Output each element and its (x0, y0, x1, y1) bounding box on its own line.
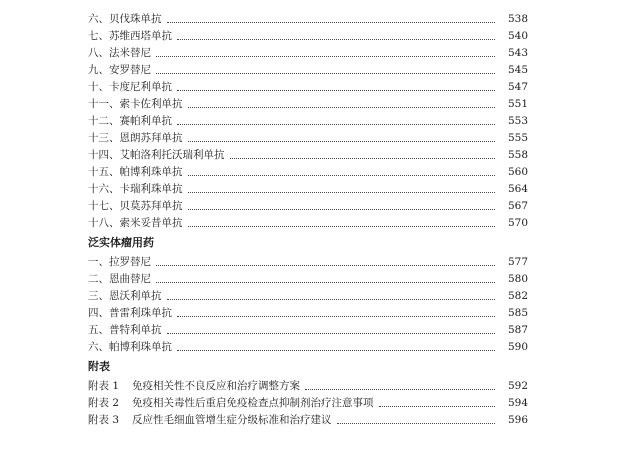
toc-entry[interactable] (88, 27, 528, 44)
toc-entry-title-group (88, 412, 332, 427)
toc-entry[interactable] (88, 214, 528, 231)
toc-entry[interactable] (88, 112, 528, 129)
toc-entry[interactable] (88, 253, 528, 270)
dot-leader (177, 89, 495, 91)
toc-entry[interactable] (88, 180, 528, 197)
toc-entry-title: 二、恩曲替尼 (88, 273, 151, 285)
toc-entry-title: 三、恩沃利单抗 (88, 290, 162, 302)
toc-entry-page: 585 (507, 306, 528, 319)
toc-entry[interactable] (88, 394, 528, 411)
dot-leader (337, 422, 496, 424)
dot-leader (230, 157, 496, 159)
dot-leader (188, 225, 496, 227)
toc-entry-title: 七、苏维西塔单抗 (88, 30, 172, 42)
toc-entry-title: 免疫相关性不良反应和治疗调整方案 (132, 380, 300, 392)
toc-entry[interactable] (88, 44, 528, 61)
dot-leader (167, 298, 496, 300)
toc-entry-page: 580 (507, 272, 528, 285)
dot-leader (379, 405, 496, 407)
dot-leader (188, 174, 496, 176)
toc-entry-page: 558 (507, 148, 528, 161)
appendix-table-number: 附表 3 (88, 414, 120, 426)
toc-entry-title: 十二、赛帕利单抗 (88, 115, 172, 127)
toc-entry-page: 577 (507, 255, 528, 268)
toc-entry-title: 九、安罗替尼 (88, 64, 151, 76)
toc-entry[interactable] (88, 129, 528, 146)
toc-entry-page: 564 (507, 182, 528, 195)
toc-entry-title: 十四、艾帕洛利托沃瑞利单抗 (88, 149, 225, 161)
toc-entry-title-group (88, 395, 374, 410)
toc-entry[interactable] (88, 377, 528, 394)
toc-entry-page: 540 (507, 29, 528, 42)
toc-entry[interactable] (88, 197, 528, 214)
dot-leader (177, 123, 495, 125)
toc-entry-page: 553 (507, 114, 528, 127)
toc-entry-title: 十八、索米妥昔单抗 (88, 217, 183, 229)
toc-entry-title: 十七、贝莫苏拜单抗 (88, 200, 183, 212)
toc-entry[interactable] (88, 304, 528, 321)
toc-entry-title: 八、法米替尼 (88, 47, 151, 59)
toc-entry-title: 十三、恩朗苏拜单抗 (88, 132, 183, 144)
toc-entry[interactable] (88, 321, 528, 338)
toc-entry-page: 590 (507, 340, 528, 353)
toc-entry-page: 555 (507, 131, 528, 144)
toc-entry-page: 545 (507, 63, 528, 76)
toc-entry-title: 五、普特利单抗 (88, 324, 162, 336)
dot-leader (156, 281, 495, 283)
toc-entry-page: 547 (507, 80, 528, 93)
dot-leader (188, 191, 496, 193)
appendix-table-number: 附表 2 (88, 397, 120, 409)
dot-leader (188, 106, 496, 108)
dot-leader (177, 38, 495, 40)
toc-entry[interactable] (88, 10, 528, 27)
dot-leader (188, 208, 496, 210)
dot-leader (167, 332, 496, 334)
toc-entry[interactable] (88, 163, 528, 180)
toc-entry-title: 一、拉罗替尼 (88, 256, 151, 268)
dot-leader (167, 21, 496, 23)
toc-entry-page: 594 (507, 396, 528, 409)
toc-entry-title: 十、卡度尼利单抗 (88, 81, 172, 93)
toc-entry-page: 560 (507, 165, 528, 178)
toc-entry-title: 六、帕博利珠单抗 (88, 341, 172, 353)
dot-leader (156, 72, 495, 74)
toc-entry-title: 免疫相关毒性后重启免疫检查点抑制剂治疗注意事项 (132, 397, 374, 409)
toc-entry-title: 四、普雷利珠单抗 (88, 307, 172, 319)
toc-entry-page: 596 (507, 413, 528, 426)
toc-entry[interactable] (88, 146, 528, 163)
toc-entry[interactable] (88, 270, 528, 287)
dot-leader (177, 315, 495, 317)
toc-entry-title: 十六、卡瑞利珠单抗 (88, 183, 183, 195)
toc-entry-page: 543 (507, 46, 528, 59)
toc-entry[interactable] (88, 411, 528, 428)
toc-entry-page: 551 (507, 97, 528, 110)
dot-leader (156, 264, 495, 266)
toc-entry-page: 570 (507, 216, 528, 229)
toc-entry-page: 567 (507, 199, 528, 212)
toc-entry-title: 六、贝伐珠单抗 (88, 13, 162, 25)
toc-entry-page: 582 (507, 289, 528, 302)
toc-entry-page: 592 (507, 379, 528, 392)
toc-entry-title-group (88, 378, 300, 393)
dot-leader (177, 349, 495, 351)
toc-entry[interactable] (88, 95, 528, 112)
dot-leader (305, 388, 495, 390)
dot-leader (188, 140, 496, 142)
appendix-table-number: 附表 1 (88, 380, 120, 392)
section-heading: 泛实体瘤用药 (88, 236, 154, 249)
toc-entry[interactable] (88, 338, 528, 355)
toc-entry-title: 十五、帕博利珠单抗 (88, 166, 183, 178)
section-heading: 附表 (88, 360, 110, 373)
toc-entry[interactable] (88, 287, 528, 304)
toc-entry-page: 587 (507, 323, 528, 336)
toc-entry-page: 538 (507, 12, 528, 25)
dot-leader (156, 55, 495, 57)
toc-entry-title: 十一、索卡佐利单抗 (88, 98, 183, 110)
toc-entry-title: 反应性毛细血管增生症分级标准和治疗建议 (132, 414, 332, 426)
toc-entry[interactable] (88, 61, 528, 78)
toc-entry[interactable] (88, 78, 528, 95)
